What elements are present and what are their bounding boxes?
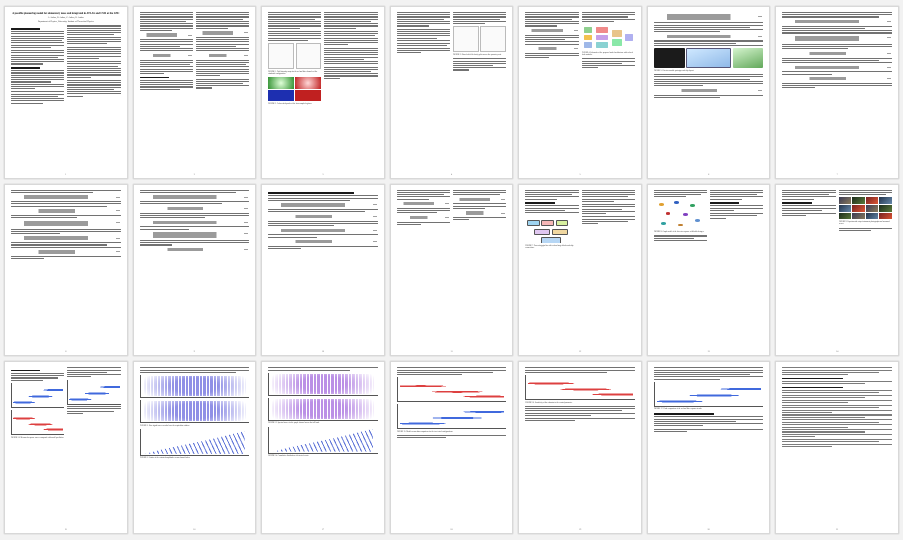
equation <box>654 14 764 20</box>
section-heading <box>782 202 811 204</box>
page-column <box>268 12 321 159</box>
section-heading <box>654 413 714 415</box>
page-number: 15 <box>64 529 67 531</box>
figure-image <box>839 197 892 219</box>
figure-image <box>268 43 321 69</box>
page-thumbnail[interactable] <box>647 6 771 179</box>
page-column <box>268 367 378 514</box>
figure <box>525 215 578 243</box>
page-number: 2 <box>193 173 195 176</box>
figure-image <box>140 429 250 456</box>
equation <box>11 250 121 253</box>
figure-caption: FIGURE 14. Cumulative distribution of detected events. <box>268 455 309 458</box>
page-column <box>654 367 764 514</box>
equation <box>196 54 249 57</box>
equation <box>397 202 450 205</box>
figure <box>268 398 378 421</box>
page-column <box>11 367 64 514</box>
equation <box>654 35 764 38</box>
equation <box>782 66 892 69</box>
equation <box>11 195 121 198</box>
page-column <box>710 190 763 337</box>
figure-image <box>268 427 378 454</box>
section-heading <box>11 28 40 30</box>
equation <box>140 195 250 198</box>
page-column <box>397 367 507 514</box>
page-number: 21 <box>836 529 839 531</box>
figure-caption: FIGURE 9. Experimental setup: instrument photographs and measured scenes. <box>838 220 890 226</box>
figure-image <box>654 200 707 230</box>
equation <box>268 215 378 218</box>
figure-caption: FIGURE 15. Model-versus-data comparison for the two tested configurations. <box>396 430 453 433</box>
figure-caption: FIGURE 2. Color-coded panels of the four sampled regimes. <box>268 102 312 105</box>
figure-image <box>654 382 764 407</box>
page-number: 6 <box>708 173 710 176</box>
figure-image <box>67 380 120 405</box>
equation <box>397 216 450 219</box>
figure <box>525 375 635 400</box>
figure <box>140 429 250 456</box>
section-heading <box>525 202 554 204</box>
page-number: 14 <box>836 351 839 354</box>
figure-image <box>397 404 507 429</box>
equation <box>140 232 250 238</box>
page-thumbnail[interactable] <box>133 184 257 357</box>
page-column <box>582 12 635 159</box>
page-number: 5 <box>579 173 581 176</box>
equation <box>782 52 892 55</box>
equation <box>196 31 249 34</box>
page-thumbnail[interactable] <box>775 6 899 179</box>
page-column <box>782 190 835 337</box>
figure-caption: FIGURE 3. Paired red-field density plots across the symmetry axis. <box>453 53 502 56</box>
figure-image <box>11 410 64 435</box>
page-number: 16 <box>193 529 196 531</box>
equation <box>525 29 578 32</box>
figure <box>268 43 321 69</box>
equation <box>782 36 892 42</box>
figure-image <box>268 398 378 421</box>
figure-image <box>140 400 250 423</box>
section-heading <box>268 192 353 194</box>
page-thumbnail[interactable] <box>518 184 642 357</box>
figure-caption: FIGURE 17. Final comparison of the red and blue response trends. <box>653 408 702 411</box>
page-thumbnail[interactable] <box>390 361 514 534</box>
figure <box>654 48 764 68</box>
page-number: 1 <box>65 173 67 176</box>
page-number: 4 <box>450 173 453 176</box>
page-number: 10 <box>321 351 325 354</box>
equation <box>268 203 378 206</box>
page-column <box>11 25 64 172</box>
page-number: 9 <box>193 351 195 354</box>
figure-image <box>268 77 321 101</box>
page-thumbnail[interactable] <box>775 361 899 534</box>
page-column <box>140 12 193 159</box>
page-affiliation: Department of Physics, University; Institute of Theoretical Physics <box>37 21 94 24</box>
equation <box>654 89 764 92</box>
equation <box>140 221 250 224</box>
figure <box>268 77 321 101</box>
page-column <box>140 367 250 514</box>
equation <box>268 240 378 243</box>
figure <box>11 410 64 435</box>
figure-image <box>397 377 507 402</box>
equation <box>140 207 250 210</box>
page-thumbnail[interactable] <box>133 6 257 179</box>
figure-caption: FIGURE 1. Field intensity maps for the red and blue channels of the simulated configuration. <box>268 70 318 75</box>
page-column <box>140 190 250 337</box>
figure <box>140 375 250 398</box>
page-column <box>324 12 377 159</box>
figure-caption: FIGURE 8. Graph model of the detector response with labeled stages. <box>653 231 705 234</box>
section-heading <box>782 378 842 380</box>
figure-image <box>525 215 578 243</box>
equation <box>140 248 250 251</box>
page-thumbnail[interactable] <box>133 361 257 534</box>
page-column <box>268 190 378 337</box>
page-number: 3 <box>322 173 324 176</box>
figure-image <box>525 375 635 400</box>
section-heading <box>11 370 40 372</box>
page-thumbnail[interactable] <box>518 361 642 534</box>
page-thumbnail[interactable] <box>4 361 128 534</box>
page-column <box>397 190 450 337</box>
figure-caption: FIGURE 12. Scatter of the extracted amplitudes versus channel index. <box>139 457 191 460</box>
section-heading <box>140 77 169 79</box>
section-heading <box>710 202 739 204</box>
figure <box>140 400 250 423</box>
page-column <box>11 190 121 337</box>
equation <box>140 33 193 36</box>
page-number: 19 <box>578 529 582 531</box>
figure-image <box>654 48 764 68</box>
figure-caption: FIGURE 10. Measured response curves compared with model prediction. <box>11 436 64 439</box>
page-thumbnail[interactable] <box>4 6 128 179</box>
equation <box>453 198 506 201</box>
figure <box>268 427 378 454</box>
figure-caption: FIGURE 16. Sensitivity of the estimator to the control parameter. <box>525 401 573 404</box>
equation <box>268 229 378 232</box>
figure <box>839 197 892 219</box>
figure <box>453 26 506 52</box>
page-column <box>839 190 892 337</box>
equation <box>11 236 121 239</box>
page-column <box>654 190 707 337</box>
page-number: 7 <box>836 173 838 176</box>
equation <box>782 77 892 80</box>
page-thumbnail[interactable] <box>390 6 514 179</box>
figure <box>397 404 507 429</box>
page-thumbnail[interactable] <box>390 184 514 357</box>
page-number: 8 <box>65 351 67 354</box>
figure <box>582 24 635 50</box>
figure <box>654 200 707 230</box>
equation <box>525 47 578 50</box>
page-thumbnail[interactable] <box>647 361 771 534</box>
page-column <box>525 190 578 337</box>
page-column <box>654 12 764 159</box>
page-number: 13 <box>707 351 710 354</box>
page-thumbnail[interactable] <box>775 184 899 357</box>
page-number: 12 <box>578 351 582 354</box>
page-column <box>525 12 578 159</box>
equation <box>140 54 193 57</box>
figure-image <box>11 383 64 408</box>
section-heading <box>782 387 842 389</box>
page-thumbnail[interactable] <box>518 6 642 179</box>
figure-caption: FIGURE 4. Schematic of the proposed model architecture with colored block modules. <box>581 51 633 57</box>
page-column <box>453 190 506 337</box>
page-authors: A. Author, B. Author, C. Author, D. Author <box>47 17 84 19</box>
page-thumbnail[interactable] <box>647 184 771 357</box>
figure-caption: FIGURE 11. Raw signal traces recorded over the acquisition window. <box>139 424 190 427</box>
page-thumbnail-grid <box>4 6 899 534</box>
page-column <box>453 12 506 159</box>
figure-image <box>582 24 635 50</box>
page-column <box>582 190 635 337</box>
page-column <box>782 367 892 514</box>
figure <box>11 383 64 408</box>
page-number: 20 <box>707 529 710 531</box>
page-number: 17 <box>321 529 325 531</box>
page-column <box>67 25 120 172</box>
page-column <box>196 12 249 159</box>
figure-caption: FIGURE 5. Detector module prototype and chip layout. <box>653 69 694 72</box>
page-thumbnail[interactable] <box>4 184 128 357</box>
page-column <box>397 12 450 159</box>
page-number: 18 <box>450 529 453 531</box>
equation <box>11 221 121 227</box>
figure-image <box>453 26 506 52</box>
section-heading <box>11 67 40 69</box>
figure-image <box>268 373 378 396</box>
figure <box>397 377 507 402</box>
figure <box>654 382 764 407</box>
page-thumbnail[interactable] <box>261 361 385 534</box>
equation <box>782 20 892 23</box>
figure-caption: FIGURE 7. Processing pipeline with colored stage blocks and skip connections. <box>525 244 574 250</box>
page-column <box>525 367 635 514</box>
page-thumbnail[interactable] <box>261 184 385 357</box>
figure <box>67 380 120 405</box>
figure <box>268 373 378 396</box>
page-thumbnail[interactable] <box>261 6 385 179</box>
page-column <box>67 367 120 514</box>
figure-caption: FIGURE 13. Spectral traces for the purple channel across the full band. <box>268 422 320 425</box>
equation <box>11 209 121 212</box>
page-title: A possible pioneering model for elementary mass and integrated in ATLAS and CMS at the LHC <box>12 12 120 15</box>
figure-image <box>140 375 250 398</box>
page-column <box>782 12 892 159</box>
page-number: 11 <box>450 351 453 354</box>
equation <box>453 211 506 214</box>
